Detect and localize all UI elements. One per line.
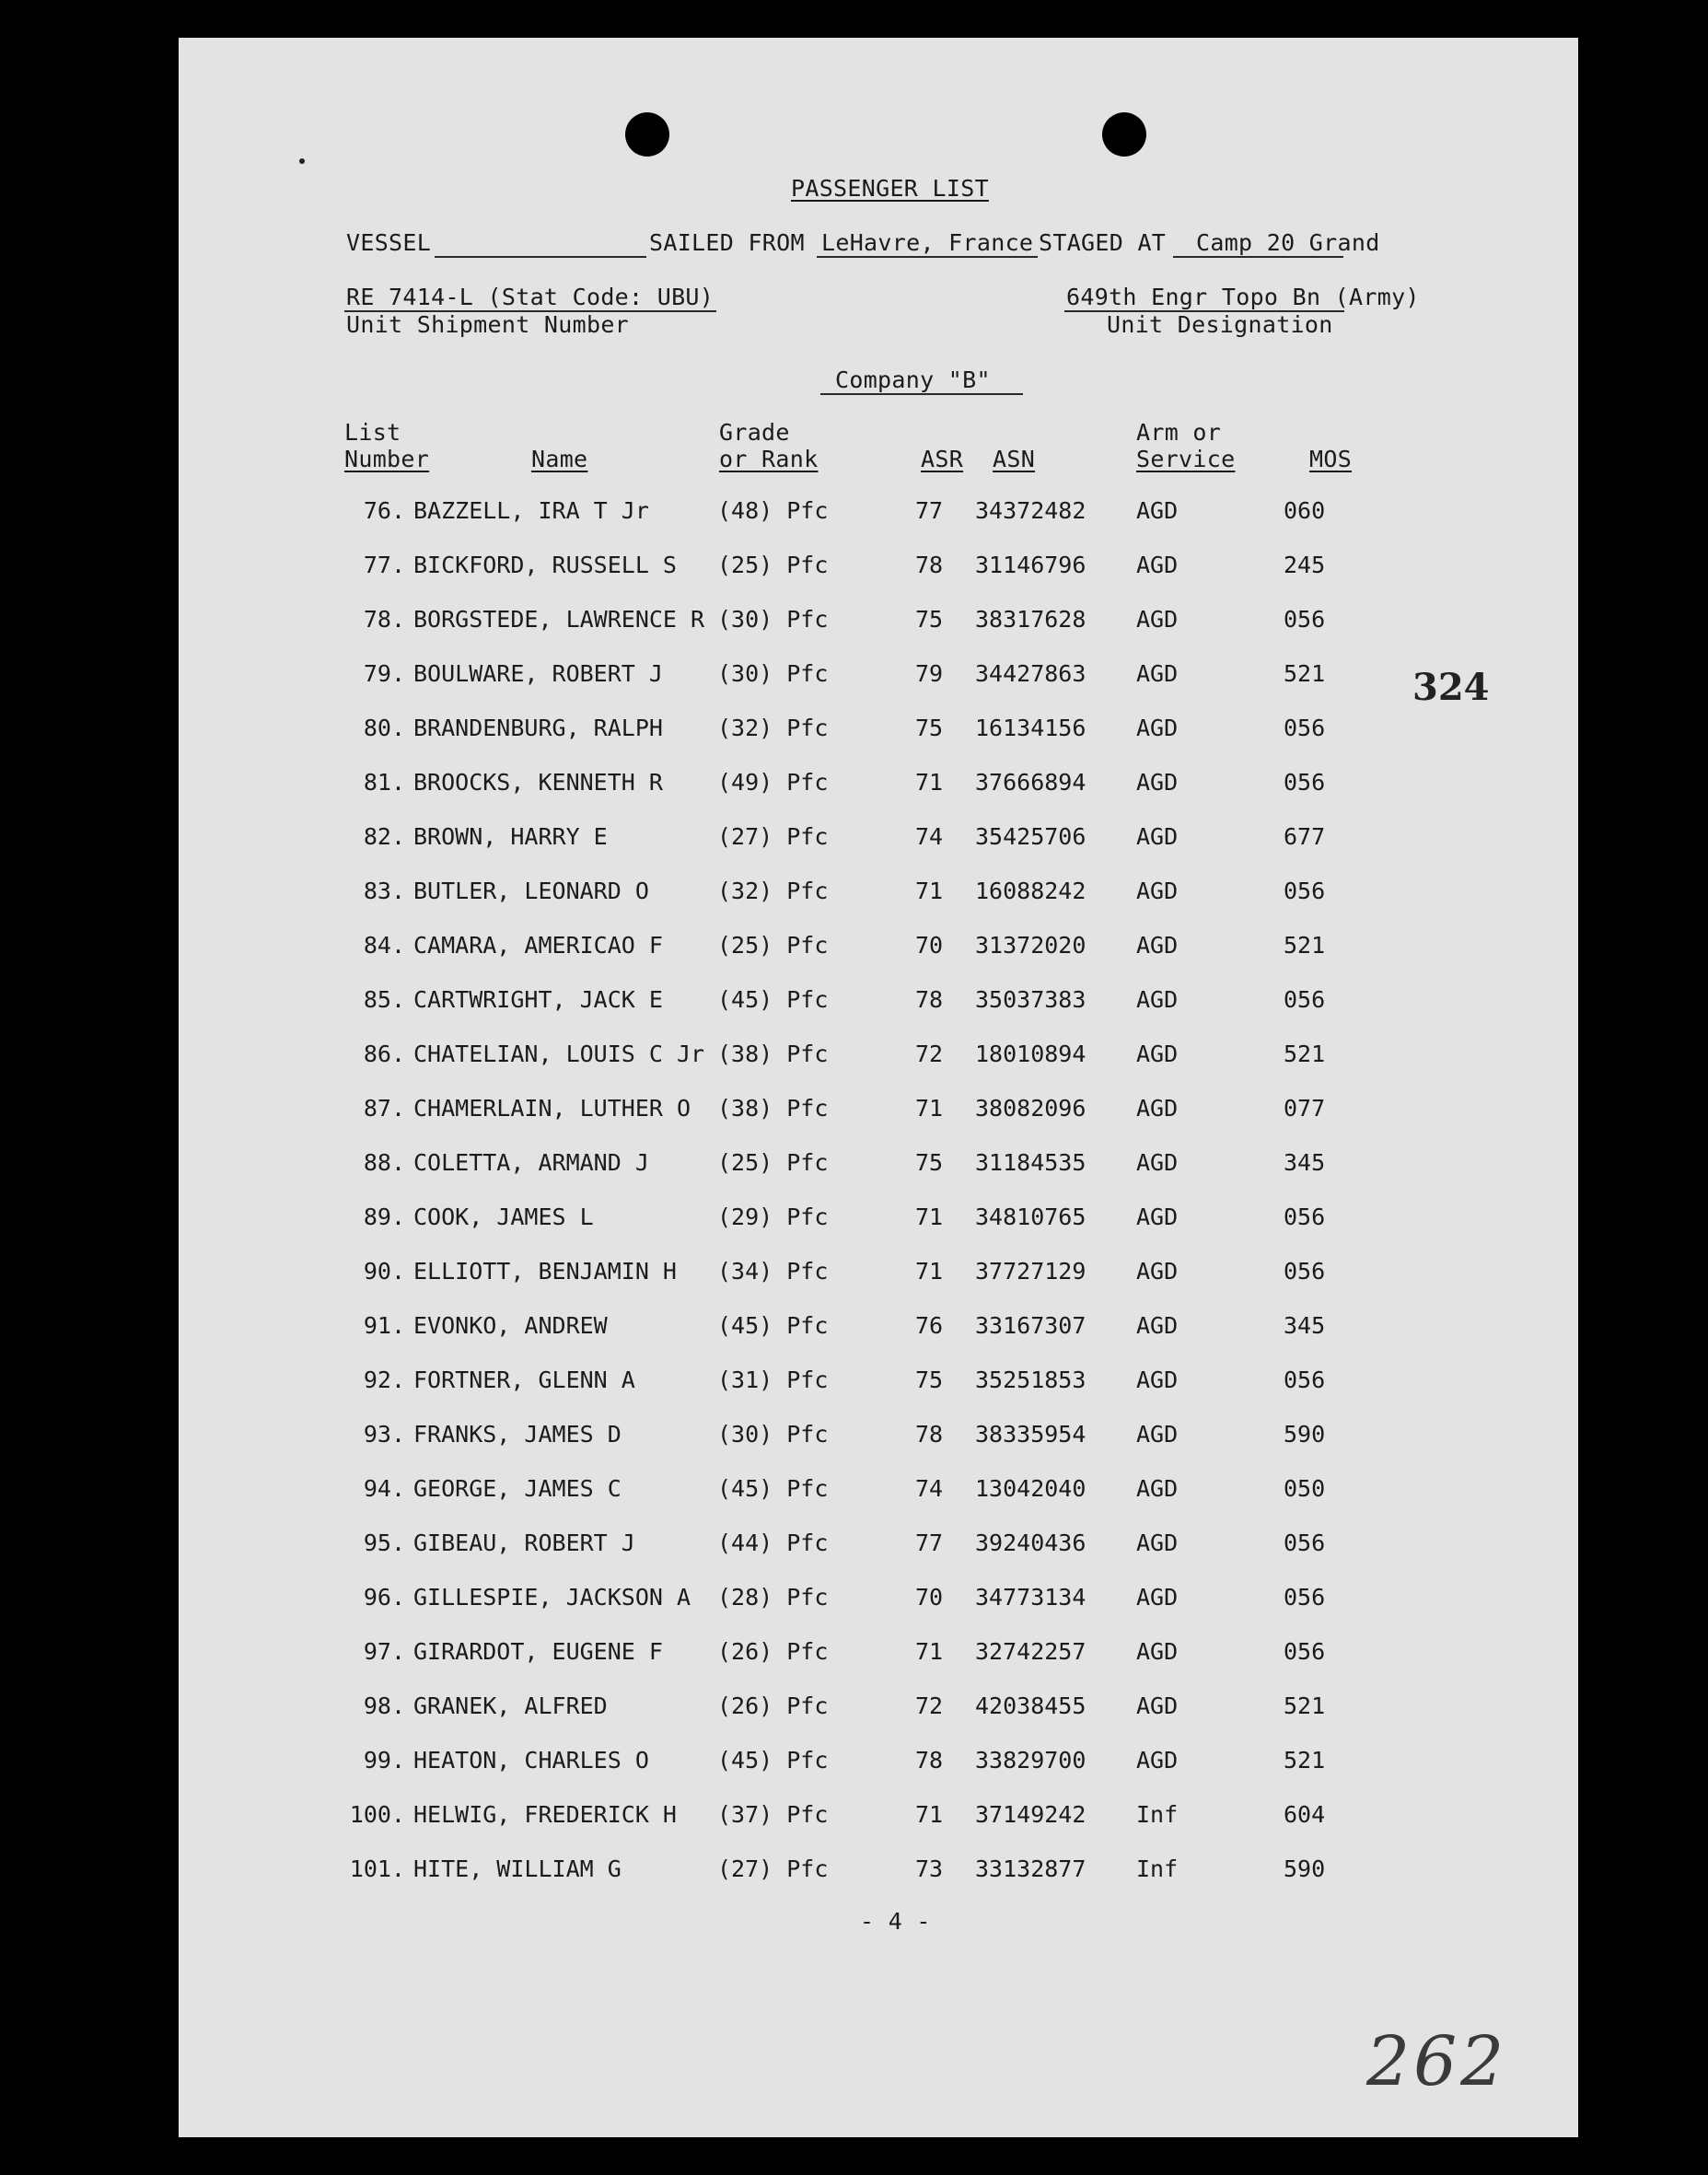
grade-rank: (45) Pfc <box>717 1747 829 1774</box>
asn-serial: 34773134 <box>975 1584 1086 1611</box>
grade-rank: (38) Pfc <box>717 1041 829 1067</box>
arm-service: AGD <box>1136 1312 1179 1339</box>
grade-rank: (44) Pfc <box>717 1529 829 1556</box>
passenger-name: BROOCKS, KENNETH R <box>413 769 663 796</box>
list-number: 77. <box>363 552 405 578</box>
arm-service: AGD <box>1136 1258 1179 1285</box>
grade-rank: (29) Pfc <box>717 1204 829 1230</box>
asr-score: 77 <box>914 497 944 524</box>
mos-code: 345 <box>1284 1312 1326 1339</box>
stamped-number: 324 <box>1412 666 1490 709</box>
passenger-name: BAZZELL, IRA T Jr <box>413 497 649 524</box>
sailed-from-line <box>817 256 1038 258</box>
asr-score: 70 <box>914 932 944 959</box>
passenger-name: HITE, WILLIAM G <box>413 1855 622 1882</box>
mos-code: 050 <box>1284 1475 1326 1502</box>
table-row <box>179 1041 1578 1078</box>
passenger-name: HELWIG, FREDERICK H <box>413 1801 677 1828</box>
list-number: 84. <box>363 932 405 959</box>
asr-score: 72 <box>914 1692 944 1719</box>
mos-code: 521 <box>1284 932 1326 959</box>
table-row <box>179 1856 1578 1893</box>
mos-code: 077 <box>1284 1095 1326 1122</box>
passenger-name: GEORGE, JAMES C <box>413 1475 622 1502</box>
grade-rank: (27) Pfc <box>717 1855 829 1882</box>
mos-code: 056 <box>1284 986 1326 1013</box>
col-header-list: List <box>344 419 401 446</box>
passenger-name: FRANKS, JAMES D <box>413 1421 622 1448</box>
arm-service: AGD <box>1136 606 1179 633</box>
asr-score: 76 <box>914 1312 944 1339</box>
grade-rank: (49) Pfc <box>717 769 829 796</box>
table-row <box>179 1367 1578 1404</box>
mos-code: 521 <box>1284 1692 1326 1719</box>
passenger-name: BICKFORD, RUSSELL S <box>413 552 677 578</box>
asr-score: 74 <box>914 823 944 850</box>
arm-service: AGD <box>1136 1204 1179 1230</box>
asn-serial: 34427863 <box>975 660 1086 687</box>
list-number: 99. <box>363 1747 405 1774</box>
asn-serial: 38082096 <box>975 1095 1086 1122</box>
list-number: 76. <box>363 497 405 524</box>
passenger-name: GRANEK, ALFRED <box>413 1692 608 1719</box>
grade-rank: (48) Pfc <box>717 497 829 524</box>
asr-score: 75 <box>914 1367 944 1393</box>
col-header-number: Number <box>344 446 430 472</box>
list-number: 85. <box>363 986 405 1013</box>
asr-score: 78 <box>914 986 944 1013</box>
arm-service: AGD <box>1136 497 1179 524</box>
passenger-name: CHATELIAN, LOUIS C Jr <box>413 1041 705 1067</box>
arm-service: AGD <box>1136 660 1179 687</box>
passenger-name: CHAMERLAIN, LUTHER O <box>413 1095 691 1122</box>
staged-at-value: Camp 20 Grand <box>1196 229 1380 256</box>
mos-code: 590 <box>1284 1855 1326 1882</box>
asn-serial: 16134156 <box>975 715 1086 741</box>
list-number: 89. <box>363 1204 405 1230</box>
mos-code: 056 <box>1284 878 1326 904</box>
table-row <box>179 1748 1578 1785</box>
passenger-name: CARTWRIGHT, JACK E <box>413 986 663 1013</box>
list-number: 86. <box>363 1041 405 1067</box>
table-row <box>179 715 1578 752</box>
asr-score: 72 <box>914 1041 944 1067</box>
passenger-name: COOK, JAMES L <box>413 1204 594 1230</box>
asr-score: 71 <box>914 1638 944 1665</box>
unit-designation-value: 649th Engr Topo Bn (Army) <box>1066 284 1420 310</box>
col-header-asn: ASN <box>993 446 1036 472</box>
vessel-label: VESSEL <box>346 229 432 256</box>
table-row <box>179 824 1578 861</box>
grade-rank: (32) Pfc <box>717 715 829 741</box>
col-header-service: Service <box>1136 446 1236 472</box>
passenger-name: ELLIOTT, BENJAMIN H <box>413 1258 677 1285</box>
asr-score: 71 <box>914 1258 944 1285</box>
staged-at-line <box>1173 256 1343 258</box>
list-number: 78. <box>363 606 405 633</box>
list-number: 83. <box>363 878 405 904</box>
list-number: 79. <box>363 660 405 687</box>
grade-rank: (25) Pfc <box>717 932 829 959</box>
asn-serial: 33167307 <box>975 1312 1086 1339</box>
arm-service: AGD <box>1136 1475 1179 1502</box>
table-row <box>179 1259 1578 1296</box>
punch-hole <box>625 112 669 157</box>
page-number: - 4 - <box>860 1908 931 1935</box>
grade-rank: (25) Pfc <box>717 552 829 578</box>
mos-code: 056 <box>1284 606 1326 633</box>
list-number: 81. <box>363 769 405 796</box>
list-number: 98. <box>363 1692 405 1719</box>
list-number: 94. <box>363 1475 405 1502</box>
grade-rank: (26) Pfc <box>717 1638 829 1665</box>
mos-code: 245 <box>1284 552 1326 578</box>
mos-code: 056 <box>1284 1258 1326 1285</box>
asr-score: 78 <box>914 1747 944 1774</box>
col-header-asr: ASR <box>921 446 964 472</box>
arm-service: AGD <box>1136 1041 1179 1067</box>
mos-code: 060 <box>1284 497 1326 524</box>
arm-service: AGD <box>1136 1421 1179 1448</box>
asr-score: 75 <box>914 715 944 741</box>
mos-code: 056 <box>1284 1638 1326 1665</box>
asn-serial: 38335954 <box>975 1421 1086 1448</box>
arm-service: AGD <box>1136 1529 1179 1556</box>
asn-serial: 32742257 <box>975 1638 1086 1665</box>
arm-service: AGD <box>1136 1692 1179 1719</box>
asn-serial: 42038455 <box>975 1692 1086 1719</box>
arm-service: AGD <box>1136 1149 1179 1176</box>
grade-rank: (45) Pfc <box>717 1312 829 1339</box>
asn-serial: 35037383 <box>975 986 1086 1013</box>
asn-serial: 33829700 <box>975 1747 1086 1774</box>
table-row <box>179 607 1578 644</box>
asr-score: 78 <box>914 552 944 578</box>
handwritten-number: 262 <box>1366 2022 1508 2101</box>
mos-code: 590 <box>1284 1421 1326 1448</box>
grade-rank: (37) Pfc <box>717 1801 829 1828</box>
mos-code: 056 <box>1284 715 1326 741</box>
passenger-name: GIBEAU, ROBERT J <box>413 1529 635 1556</box>
passenger-name: GILLESPIE, JACKSON A <box>413 1584 691 1611</box>
asr-score: 73 <box>914 1855 944 1882</box>
grade-rank: (45) Pfc <box>717 986 829 1013</box>
arm-service: AGD <box>1136 1638 1179 1665</box>
grade-rank: (31) Pfc <box>717 1367 829 1393</box>
mos-code: 521 <box>1284 1041 1326 1067</box>
table-row <box>179 1530 1578 1567</box>
arm-service: AGD <box>1136 1367 1179 1393</box>
passenger-name: COLETTA, ARMAND J <box>413 1149 649 1176</box>
arm-service: AGD <box>1136 932 1179 959</box>
grade-rank: (34) Pfc <box>717 1258 829 1285</box>
arm-service: AGD <box>1136 769 1179 796</box>
asn-serial: 34372482 <box>975 497 1086 524</box>
list-number: 80. <box>363 715 405 741</box>
grade-rank: (25) Pfc <box>717 1149 829 1176</box>
unit-designation-label: Unit Designation <box>1107 311 1333 338</box>
table-row <box>179 1585 1578 1622</box>
list-number: 88. <box>363 1149 405 1176</box>
arm-service: AGD <box>1136 1584 1179 1611</box>
arm-service: AGD <box>1136 1095 1179 1122</box>
table-row <box>179 552 1578 589</box>
table-row <box>179 661 1578 698</box>
grade-rank: (45) Pfc <box>717 1475 829 1502</box>
table-row <box>179 1150 1578 1187</box>
arm-service: AGD <box>1136 986 1179 1013</box>
passenger-name: BROWN, HARRY E <box>413 823 608 850</box>
grade-rank: (27) Pfc <box>717 823 829 850</box>
list-number: 95. <box>363 1529 405 1556</box>
asn-serial: 38317628 <box>975 606 1086 633</box>
mos-code: 604 <box>1284 1801 1326 1828</box>
mos-code: 056 <box>1284 1584 1326 1611</box>
passenger-name: HEATON, CHARLES O <box>413 1747 649 1774</box>
table-row <box>179 1639 1578 1676</box>
asr-score: 71 <box>914 1204 944 1230</box>
asn-serial: 33132877 <box>975 1855 1086 1882</box>
table-row <box>179 498 1578 535</box>
table-row <box>179 770 1578 807</box>
table-row <box>179 1204 1578 1241</box>
document-page <box>179 38 1578 2137</box>
passenger-name: CAMARA, AMERICAO F <box>413 932 663 959</box>
asr-score: 71 <box>914 769 944 796</box>
asr-score: 71 <box>914 1095 944 1122</box>
table-row <box>179 1693 1578 1730</box>
passenger-name: GIRARDOT, EUGENE F <box>413 1638 663 1665</box>
mos-code: 521 <box>1284 660 1326 687</box>
table-row <box>179 1096 1578 1133</box>
col-header-grade: Grade <box>719 419 790 446</box>
staged-at-label: STAGED AT <box>1039 229 1167 256</box>
list-number: 93. <box>363 1421 405 1448</box>
sailed-from-label: SAILED FROM <box>649 229 805 256</box>
ink-speck <box>299 158 305 164</box>
asn-serial: 13042040 <box>975 1475 1086 1502</box>
unit-shipment-number-value: RE 7414-L (Stat Code: UBU) <box>346 284 715 310</box>
col-header-arm-or: Arm or <box>1136 419 1222 446</box>
asr-score: 79 <box>914 660 944 687</box>
passenger-name: FORTNER, GLENN A <box>413 1367 635 1393</box>
asn-serial: 35251853 <box>975 1367 1086 1393</box>
punch-hole <box>1102 112 1146 157</box>
table-row <box>179 1313 1578 1350</box>
list-number: 100. <box>349 1801 405 1828</box>
grade-rank: (28) Pfc <box>717 1584 829 1611</box>
col-header-mos: MOS <box>1309 446 1353 472</box>
company-label: Company "B" <box>835 366 991 393</box>
list-number: 96. <box>363 1584 405 1611</box>
arm-service: AGD <box>1136 715 1179 741</box>
asr-score: 75 <box>914 606 944 633</box>
unit-shipment-number-label: Unit Shipment Number <box>346 311 630 338</box>
table-row <box>179 987 1578 1024</box>
mos-code: 056 <box>1284 1367 1326 1393</box>
mos-code: 521 <box>1284 1747 1326 1774</box>
asr-score: 75 <box>914 1149 944 1176</box>
arm-service: AGD <box>1136 1747 1179 1774</box>
sailed-from-value: LeHavre, France <box>821 229 1034 256</box>
arm-service: Inf <box>1136 1855 1179 1882</box>
grade-rank: (30) Pfc <box>717 1421 829 1448</box>
mos-code: 056 <box>1284 1204 1326 1230</box>
asr-score: 74 <box>914 1475 944 1502</box>
grade-rank: (30) Pfc <box>717 660 829 687</box>
asn-serial: 35425706 <box>975 823 1086 850</box>
list-number: 91. <box>363 1312 405 1339</box>
mos-code: 056 <box>1284 1529 1326 1556</box>
mos-code: 345 <box>1284 1149 1326 1176</box>
asn-serial: 16088242 <box>975 878 1086 904</box>
table-row <box>179 1422 1578 1459</box>
list-number: 82. <box>363 823 405 850</box>
company-line <box>820 393 1023 395</box>
grade-rank: (32) Pfc <box>717 878 829 904</box>
arm-service: Inf <box>1136 1801 1179 1828</box>
passenger-name: BRANDENBURG, RALPH <box>413 715 663 741</box>
asn-serial: 31372020 <box>975 932 1086 959</box>
grade-rank: (38) Pfc <box>717 1095 829 1122</box>
asr-score: 77 <box>914 1529 944 1556</box>
list-number: 101. <box>349 1855 405 1882</box>
col-header-or-rank: or Rank <box>719 446 819 472</box>
list-number: 92. <box>363 1367 405 1393</box>
passenger-name: BORGSTEDE, LAWRENCE R <box>413 606 705 633</box>
arm-service: AGD <box>1136 823 1179 850</box>
table-row <box>179 1476 1578 1513</box>
asn-serial: 39240436 <box>975 1529 1086 1556</box>
list-number: 90. <box>363 1258 405 1285</box>
asn-serial: 18010894 <box>975 1041 1086 1067</box>
asr-score: 78 <box>914 1421 944 1448</box>
table-row <box>179 1802 1578 1839</box>
asn-serial: 31184535 <box>975 1149 1086 1176</box>
asr-score: 71 <box>914 1801 944 1828</box>
asn-serial: 37666894 <box>975 769 1086 796</box>
arm-service: AGD <box>1136 878 1179 904</box>
asr-score: 70 <box>914 1584 944 1611</box>
vessel-blank-line <box>435 256 646 258</box>
asn-serial: 37149242 <box>975 1801 1086 1828</box>
grade-rank: (26) Pfc <box>717 1692 829 1719</box>
passenger-name: EVONKO, ANDREW <box>413 1312 608 1339</box>
table-row <box>179 933 1578 970</box>
asn-serial: 37727129 <box>975 1258 1086 1285</box>
mos-code: 056 <box>1284 769 1326 796</box>
asr-score: 71 <box>914 878 944 904</box>
passenger-name: BOULWARE, ROBERT J <box>413 660 663 687</box>
asn-serial: 31146796 <box>975 552 1086 578</box>
col-header-name: Name <box>531 446 588 472</box>
grade-rank: (30) Pfc <box>717 606 829 633</box>
passenger-name: BUTLER, LEONARD O <box>413 878 649 904</box>
list-number: 87. <box>363 1095 405 1122</box>
document-title: PASSENGER LIST <box>791 175 989 202</box>
mos-code: 677 <box>1284 823 1326 850</box>
asn-serial: 34810765 <box>975 1204 1086 1230</box>
table-row <box>179 878 1578 915</box>
arm-service: AGD <box>1136 552 1179 578</box>
list-number: 97. <box>363 1638 405 1665</box>
